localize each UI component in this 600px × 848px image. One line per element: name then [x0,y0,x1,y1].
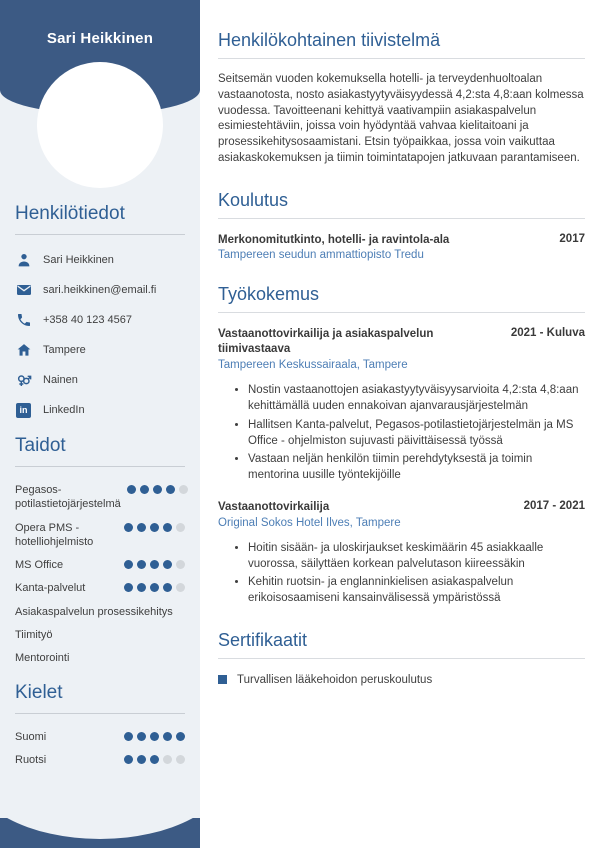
experience-bullet: • Hoitin sisään- ja uloskirjaukset keskimäärin 45 asiakkaalle vuorossa, säilyttäen korkean palvelutason kiireessäkin [248,541,585,573]
main-column [200,0,600,848]
skill-row [15,581,185,595]
personal-info-gender: Nainen [43,374,78,386]
skill-row [15,521,185,550]
education-school: Tampereen seudun ammattiopisto Tredu [218,249,424,262]
skill-label: Opera PMS - hotelliohjelmisto [15,521,94,548]
education-entry-head [218,233,585,248]
skill-label: Mentorointi [15,652,70,665]
experience-entry-head [218,500,585,515]
skill-row [15,628,185,642]
personal-info-phone-row [15,311,185,329]
language-row [15,753,185,767]
skill-row [15,483,185,512]
experience-title: Vastaanottovirkailija ja asiakaspalvelun tiimivastaava [218,328,434,356]
user-icon [15,252,32,269]
experience-bullet: • Hallitsen Kanta-palvelut, Pegasos-potilastietojärjestelmän ja MS Office - ohjelmiston sujuvasti päivittäisessä työssä [248,418,585,450]
education-entry [218,233,585,262]
square-bullet-icon [218,675,227,684]
skill-label: Tiimityö [15,629,53,642]
experience-entry [218,327,585,483]
experience-bullet: • Kehitin ruotsin- ja englanninkielisen asiakaspalvelun erikoisosaamiseni kansainvälisessä ympäristössä [248,575,585,607]
education-title: Merkonomitutkinto, hotelli- ja ravintola-ala [218,233,450,246]
experience-bullet-list [218,541,585,607]
experience-employer: Original Sokos Hotel Ilves, Tampere [218,516,401,529]
certificate-label: Turvallisen lääkehoidon peruskoulutus [237,673,433,686]
summary-text: Seitsemän vuoden kokemuksella hotelli- ja terveydenhuoltoalan vastaanotosta, nosto asiakastyytyväisyydessä 4,2:sta 4,8:aan kolmessa vuodessa. Tavoitteenani kehittyä vaativampiin asiakaspalvelun esimiestehtäviin, joissa voin hyödyntää vahvaa kielitaitoani ja prosessikehitysosaamistani. Etsin työpaikkaa, jossa voin vaikuttaa asiakaskokemuksen ja tiimin toimintatapojen jatkuvaan parantamiseen. [218,73,584,164]
language-label: Suomi [15,730,47,743]
languages-heading: Kielet [15,682,185,714]
personal-info-linkedin[interactable]: LinkedIn [43,404,85,416]
skill-row [15,605,185,619]
sidebar-body [0,0,200,791]
certificates-heading: Sertifikaatit [218,630,585,659]
skill-rating-dots [124,583,185,592]
personal-info-email-row [15,281,185,299]
personal-info-name: Sari Heikkinen [43,254,114,266]
personal-info-city-row [15,341,185,359]
certificate-item [218,674,585,686]
personal-info-city: Tampere [43,344,86,356]
linkedin-icon: in [15,402,32,419]
education-date: 2017 [559,232,585,245]
skill-label: Kanta-palvelut [15,582,86,595]
experience-heading: Työkokemus [218,284,585,313]
skill-row [15,651,185,665]
experience-bullet: • Vastaan neljän henkilön tiimin perehdytyksestä ja toimin mentorina uusille työntekijöille [248,452,585,484]
language-label: Ruotsi [15,753,47,766]
person-name: Sari Heikkinen [46,30,154,47]
experience-entry-head [218,327,585,357]
language-rating-dots [124,732,185,741]
skill-rating-dots [124,523,185,532]
skill-row [15,558,185,572]
personal-info-heading: Henkilötiedot [15,203,185,235]
personal-info-name-row [15,251,185,269]
personal-info-phone: +358 40 123 4567 [43,314,133,326]
skill-label: Pegasos-potilastietojärjestelmä [15,484,121,511]
experience-title: Vastaanottovirkailija [218,500,330,513]
email-icon [15,282,32,299]
sidebar [0,0,200,848]
experience-entry [218,500,585,607]
summary-heading: Henkilökohtainen tiivistelmä [218,30,585,59]
experience-date: 2021 - Kuluva [510,327,585,340]
skill-rating-dots [124,560,185,569]
home-icon [15,342,32,359]
skill-rating-dots [127,485,188,494]
experience-employer: Tampereen Keskussairaala, Tampere [218,359,408,372]
skills-heading: Taidot [15,435,185,467]
gender-icon [15,372,32,389]
experience-bullet: • Nostin vastaanottojen asiakastyytyväisyysarvioita 4,2:sta 4,8:aan kehittämällä uuden ennakoivan ajanvarausjärjestelmän [248,383,585,415]
language-row [15,730,185,744]
education-heading: Koulutus [218,190,585,219]
skill-label: MS Office [15,559,64,572]
skill-label: Asiakaspalvelun prosessikehitys [15,605,173,618]
phone-icon [15,312,32,329]
experience-bullet-list [218,383,585,484]
personal-info-linkedin-row[interactable] [15,401,185,419]
experience-date: 2017 - 2021 [523,499,585,512]
personal-info-gender-row [15,371,185,389]
personal-info-email: sari.heikkinen@email.fi [43,284,157,296]
language-rating-dots [124,755,185,764]
